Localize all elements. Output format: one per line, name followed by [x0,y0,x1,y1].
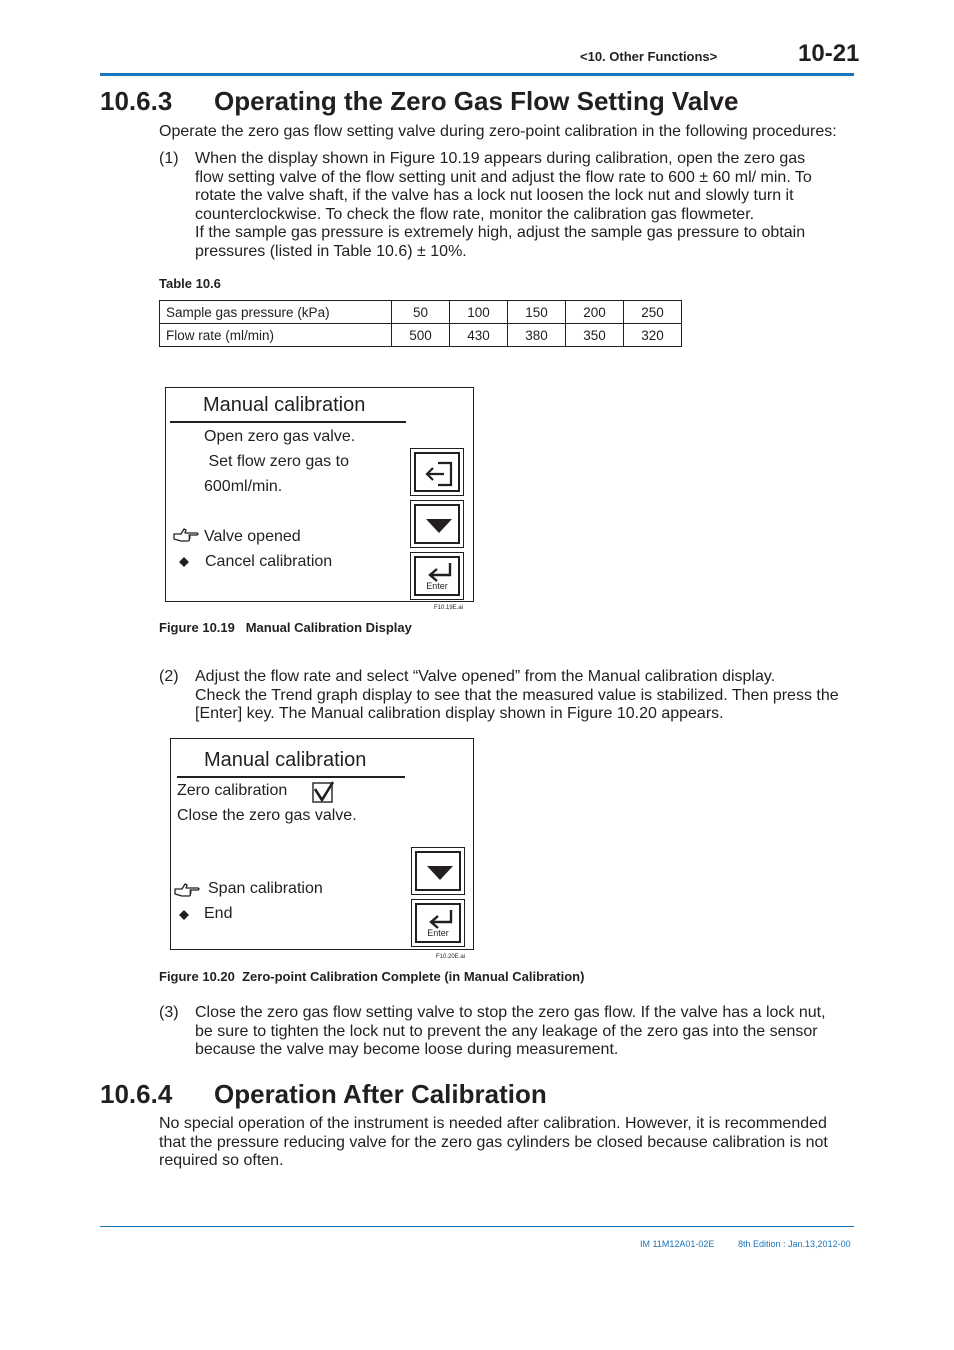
checkbox-checked-icon [312,781,334,808]
option-end[interactable]: End [204,905,233,922]
enter-key-button[interactable] [411,899,465,947]
intro-paragraph: Operate the zero gas flow setting valve during zero-point calibration in the following procedures: [159,123,837,140]
section-number: 10.6.4 [100,1079,173,1109]
step-line: be sure to tighten the lock nut to prevent the any leakage of the zero gas into the sensor [195,1022,818,1040]
section-title: Operation After Calibration [214,1079,547,1109]
escape-key-button[interactable] [410,448,464,496]
table-cell: 200 [566,301,624,324]
step-line: pressures (listed in Table 10.6) ± 10%. [195,242,467,260]
step-text [195,150,855,261]
paragraph-line: that the pressure reducing valve for the zero gas cylinders be closed because calibration is not [159,1133,828,1151]
option-valve-opened[interactable]: Valve opened [204,528,301,545]
table-row [160,324,682,347]
table-cell: 430 [450,324,508,347]
step-1 [159,150,859,265]
figure-file-id: F10.20E.ai [436,954,466,960]
pressure-flow-table [159,300,682,347]
figure-caption-10-19 [159,620,412,635]
diamond-bullet-icon [178,555,190,573]
diamond-bullet-icon [178,908,190,926]
key-face [414,452,460,492]
section-heading-10-6-3 [100,86,738,117]
section-heading-10-6-4 [100,1079,547,1110]
down-arrow-icon [425,518,453,539]
manual-calibration-screen-2 [170,738,474,950]
step-line: Check the Trend graph display to see that the measured value is stabilized. Then press the [195,686,839,704]
section-number: 10.6.3 [100,86,173,116]
pointing-hand-icon [172,525,200,550]
enter-key-label: Enter [427,928,449,938]
manual-calibration-screen-1 [165,387,474,602]
paragraph-line: required so often. [159,1152,284,1169]
step-line: Close the zero gas flow setting valve to stop the zero gas flow. If the valve has a lock nut, [195,1004,826,1021]
step-number: (2) [159,668,179,685]
table-cell: 100 [450,301,508,324]
step-2 [159,668,859,726]
step-line: Adjust the flow rate and select “Valve opened” from the Manual calibration display. [195,668,776,685]
option-span-calibration[interactable]: Span calibration [208,880,323,897]
instruction-line: Set flow zero gas to [204,453,349,470]
document-id: IM 11M12A01-02E [640,1239,715,1249]
table-cell: 250 [624,301,682,324]
caption-text: Zero-point Calibration Complete (in Manual Calibration) [242,969,585,984]
step-number: (1) [159,150,179,167]
escape-key-icon [424,460,454,493]
step-line: counterclockwise. To check the flow rate, monitor the calibration gas flowmeter. [195,205,755,223]
title-underline [170,421,406,423]
title-underline [177,776,405,778]
page-number: 10-21 [798,40,860,67]
enter-key-label: Enter [426,581,448,591]
caption-number: Figure 10.20 [159,969,235,984]
screen-title: Manual calibration [204,749,367,771]
step-number: (3) [159,1004,179,1021]
instruction-line: Open zero gas valve. [204,428,356,445]
key-face [415,851,461,891]
table-cell: 500 [392,324,450,347]
footer-rule [100,1226,854,1227]
after-calibration-paragraph [159,1115,859,1171]
table-row [160,301,682,324]
step-text [195,1004,855,1060]
instruction-line: 600ml/min. [204,478,283,495]
key-face [414,504,460,544]
down-arrow-icon [426,865,454,886]
table-cell: 320 [624,324,682,347]
pointing-hand-icon [173,880,201,905]
figure-caption-10-20 [159,969,584,984]
table-caption: Table 10.6 [159,276,221,291]
key-face [414,556,460,596]
step-3 [159,1004,859,1062]
step-line: [Enter] key. The Manual calibration display shown in Figure 10.20 appears. [195,705,724,722]
edition-info: 8th Edition : Jan.13,2012-00 [738,1239,851,1249]
key-face [415,903,461,943]
table-cell: 50 [392,301,450,324]
table-cell: 150 [508,301,566,324]
instruction-line: Close the zero gas valve. [177,807,357,824]
section-title: Operating the Zero Gas Flow Setting Valve [214,86,739,116]
screen-title: Manual calibration [203,394,366,416]
step-line: If the sample gas pressure is extremely high, adjust the sample gas pressure to obtain [195,224,806,241]
table-cell: 350 [566,324,624,347]
row-label: Sample gas pressure (kPa) [160,301,392,324]
step-text [195,668,855,724]
header-rule [100,73,854,76]
enter-key-button[interactable] [410,552,464,600]
step-line: flow setting valve of the flow setting unit and adjust the flow rate to 600 ± 60 ml/ min. To [195,168,812,186]
option-cancel-calibration[interactable]: Cancel calibration [205,553,333,570]
step-line: because the valve may become loose during measurement. [195,1041,619,1058]
down-key-button[interactable] [411,847,465,895]
step-line: When the display shown in Figure 10.19 appears during calibration, open the zero gas [195,150,806,167]
zero-calibration-label: Zero calibration [177,782,288,799]
caption-number: Figure 10.19 [159,620,235,635]
step-line: rotate the valve shaft, if the valve has a lock nut loosen the lock nut and slowly turn it [195,187,794,204]
caption-text: Manual Calibration Display [245,620,412,635]
figure-file-id: F10.19E.ai [434,605,464,611]
chapter-header: <10. Other Functions> [580,49,718,64]
paragraph-line: No special operation of the instrument is needed after calibration. However, it is recommended [159,1115,827,1132]
table-cell: 380 [508,324,566,347]
row-label: Flow rate (ml/min) [160,324,392,347]
down-key-button[interactable] [410,500,464,548]
